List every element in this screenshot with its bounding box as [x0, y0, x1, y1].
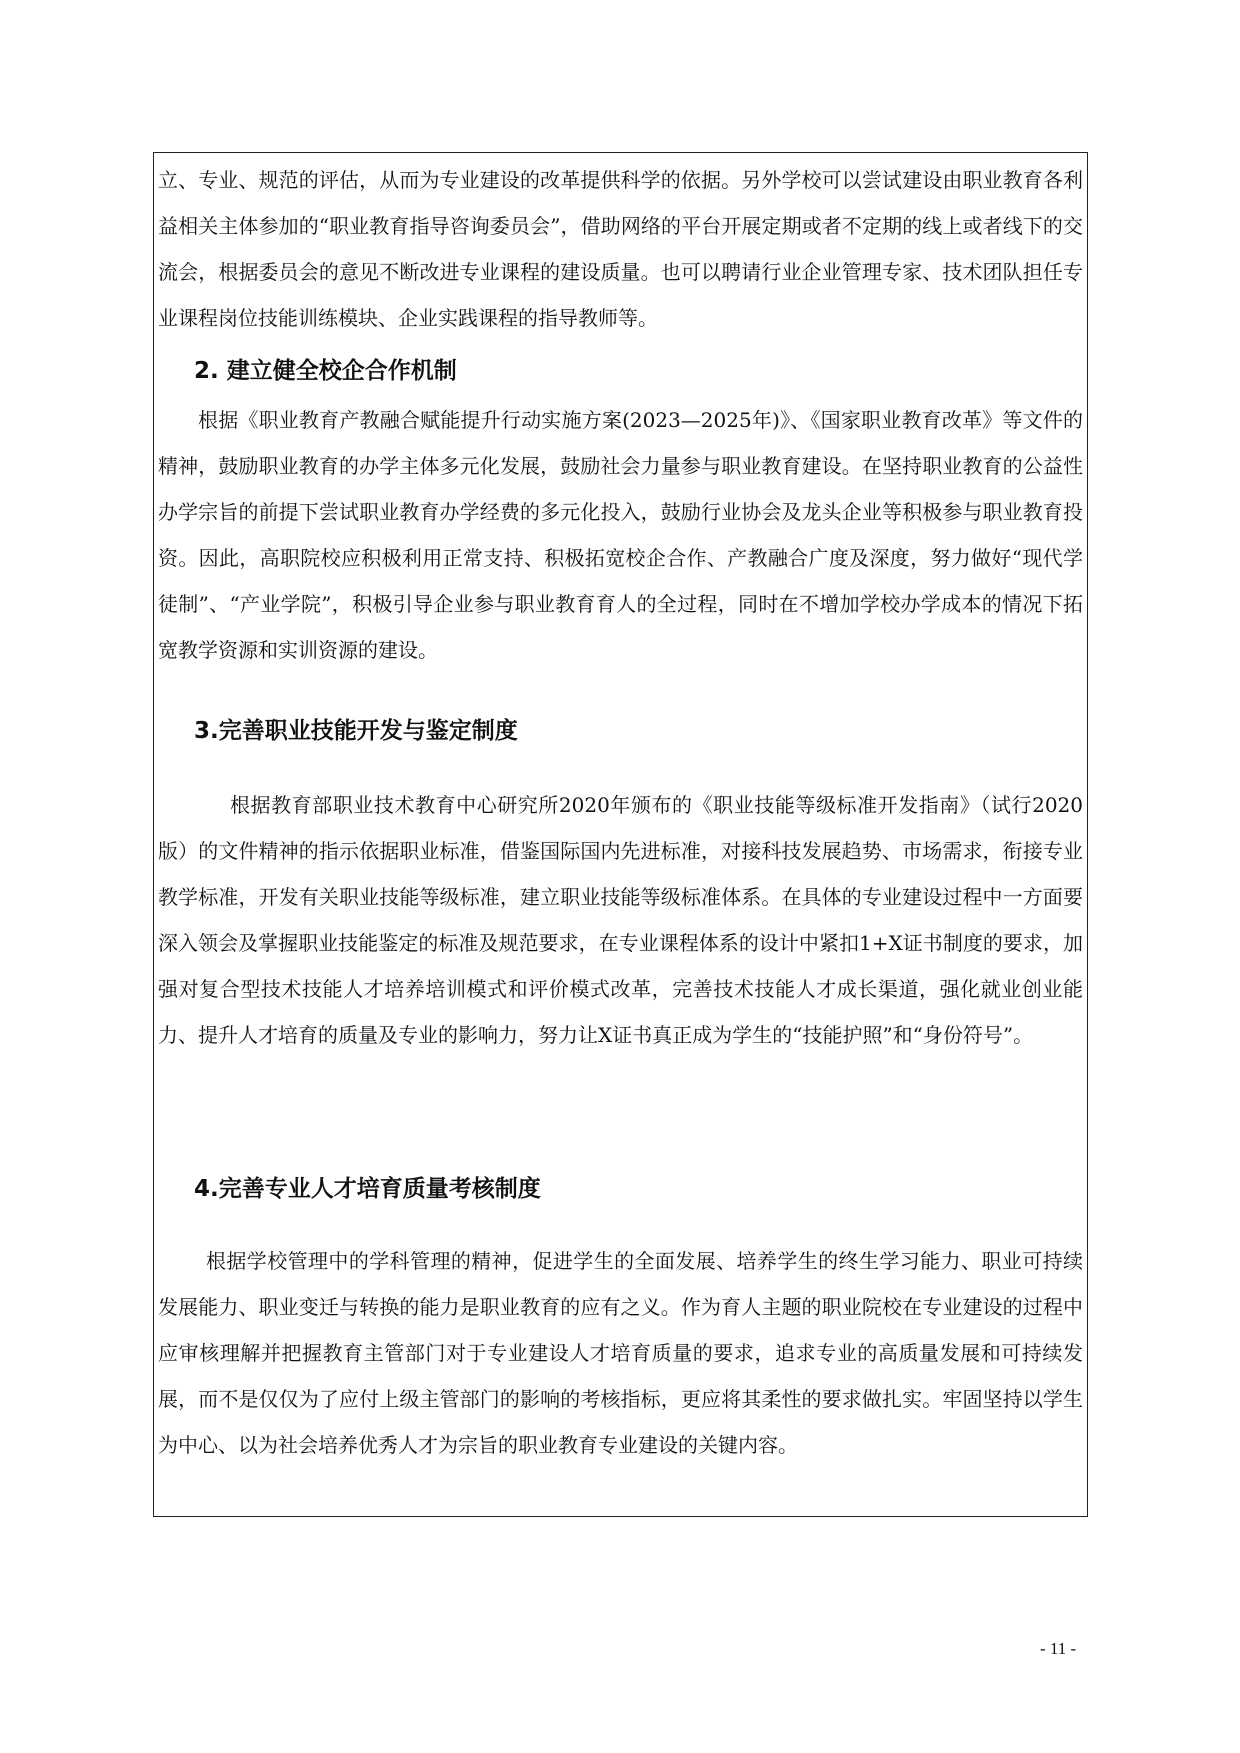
heading-school-enterprise-cooperation: 2. 建立健全校企合作机制	[194, 358, 457, 384]
content-table-cell	[153, 152, 1088, 1517]
page-number: - 11 -	[1040, 1639, 1077, 1658]
paragraph-school-enterprise-cooperation: 根据《职业教育产教融合赋能提升行动实施方案(2023—2025年)》、《国家职业教育改革》等文件的精神，鼓励职业教育的办学主体多元化发展，鼓励社会力量参与职业教育建设。在坚持职业教育的公益性办学宗旨的前提下尝试职业教育办学经费的多元化投入，鼓励行业协会及龙头企业等积极参与职业教育投资。因此，高职院校应积极利用正常支持、积极拓宽校企合作、产教融合广度及深度，努力做好“现代学徒制”、“产业学院”，积极引导企业参与职业教育育人的全过程，同时在不增加学校办学成本的情况下拓宽教学资源和实训资源的建设。	[158, 408, 1083, 662]
paragraph-vocational-skill-appraisal: 根据教育部职业技术教育中心研究所2020年颁布的《职业技能等级标准开发指南》（试行2020版）的文件精神的指示依据职业标准，借鉴国际国内先进标准，对接科技发展趋势、市场需求，衔接专业教学标准，开发有关职业技能等级标准，建立职业技能等级标准体系。在具体的专业建设过程中一方面要深入领会及掌握职业技能鉴定的标准及规范要求，在专业课程体系的设计中紧扣1+X证书制度的要求，加强对复合型技术技能人才培养培训模式和评价模式改革，完善技术技能人才成长渠道，强化就业创业能力、提升人才培育的质量及专业的影响力，努力让X证书真正成为学生的“技能护照”和“身份符号”。	[158, 793, 1083, 1047]
heading-talent-quality-assessment: 4.完善专业人才培育质量考核制度	[194, 1176, 541, 1202]
paragraph-evaluation-continued: 立、专业、规范的评估，从而为专业建设的改革提供科学的依据。另外学校可以尝试建设由职业教育各利益相关主体参加的“职业教育指导咨询委员会”，借助网络的平台开展定期或者不定期的线上或者线下的交流会，根据委员会的意见不断改进专业课程的建设质量。也可以聘请行业企业管理专家、技术团队担任专业课程岗位技能训练模块、企业实践课程的指导教师等。	[158, 168, 1083, 330]
heading-vocational-skill-appraisal: 3.完善职业技能开发与鉴定制度	[194, 718, 518, 744]
paragraph-talent-quality-assessment: 根据学校管理中的学科管理的精神，促进学生的全面发展、培养学生的终生学习能力、职业可持续发展能力、职业变迁与转换的能力是职业教育的应有之义。作为育人主题的职业院校在专业建设的过程中应审核理解并把握教育主管部门对于专业建设人才培育质量的要求，追求专业的高质量发展和可持续发展，而不是仅仅为了应付上级主管部门的影响的考核指标，更应将其柔性的要求做扎实。牢固坚持以学生为中心、以为社会培养优秀人才为宗旨的职业教育专业建设的关键内容。	[158, 1249, 1083, 1457]
